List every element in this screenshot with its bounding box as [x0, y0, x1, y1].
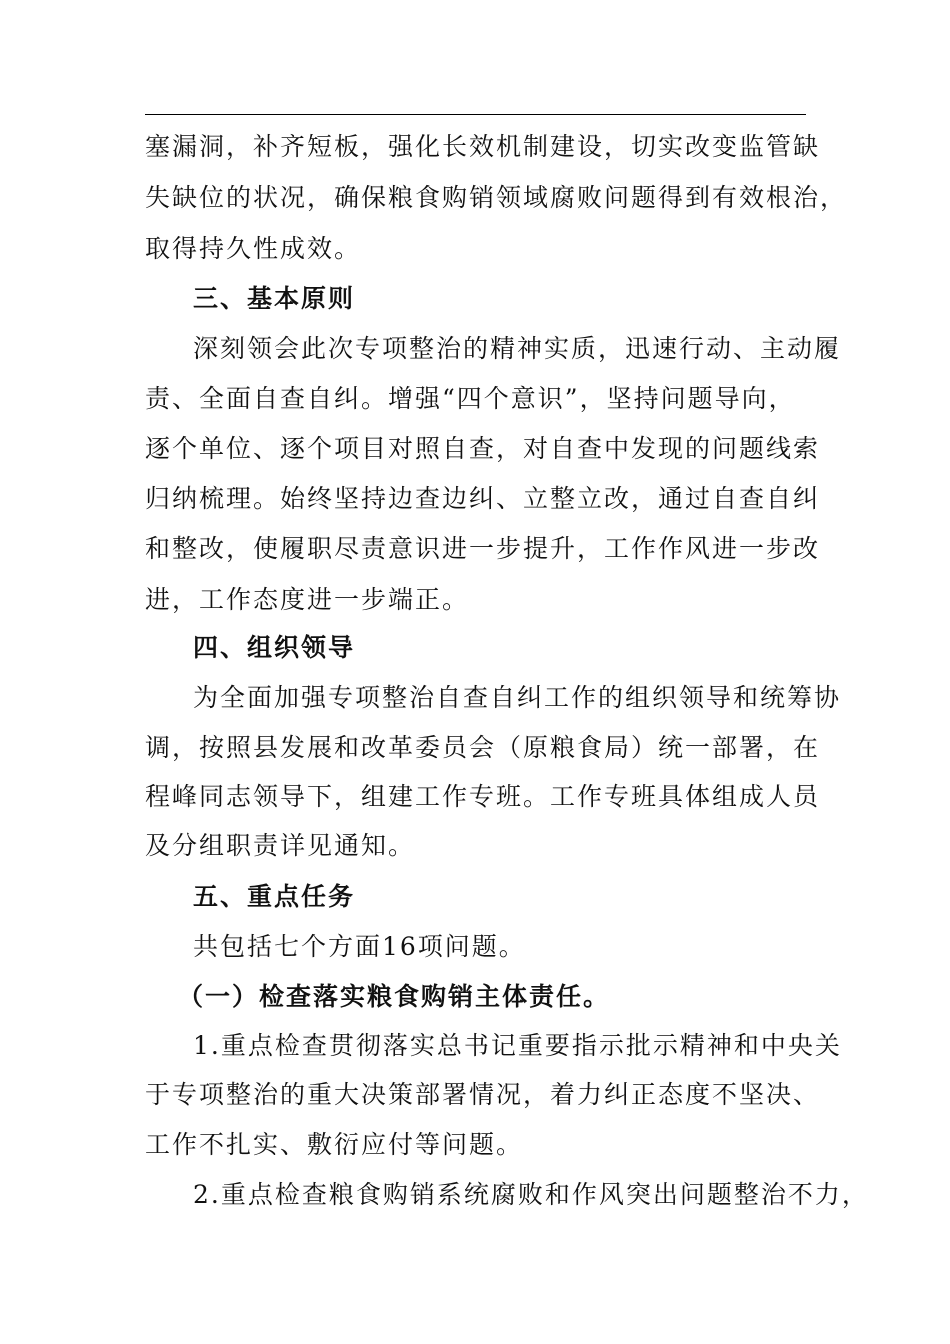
body-text-line: 塞漏洞，补齐短板，强化长效机制建设，切实改变监管缺	[145, 132, 821, 161]
body-text-line: 共包括七个方面16项问题。	[193, 932, 526, 961]
body-text-line: 1.重点检查贯彻落实总书记重要指示批示精神和中央关	[193, 1031, 842, 1060]
body-text-line: 及分组职责详见通知。	[145, 831, 416, 860]
body-text-line: 工作不扎实、敷衍应付等问题。	[145, 1130, 524, 1159]
section-heading: 五、重点任务	[193, 882, 356, 911]
body-text-line: 为全面加强专项整治自查自纠工作的组织领导和统筹协	[193, 683, 842, 712]
subsection-heading: （一）检查落实粮食购销主体责任。	[178, 982, 611, 1011]
body-text-line: 和整改，使履职尽责意识进一步提升，工作作风进一步改	[145, 534, 821, 563]
body-text-line: 进，工作态度进一步端正。	[145, 585, 470, 614]
body-text-line: 失缺位的状况，确保粮食购销领域腐败问题得到有效根治，	[145, 183, 848, 212]
body-text-line: 逐个单位、逐个项目对照自查，对自查中发现的问题线索	[145, 434, 821, 463]
body-text-line: 于专项整治的重大决策部署情况，着力纠正态度不坚决、	[145, 1080, 821, 1109]
section-heading: 三、基本原则	[193, 284, 356, 313]
body-text-line: 责、全面自查自纠。增强“四个意识”，坚持问题导向，	[145, 384, 796, 413]
section-heading: 四、组织领导	[193, 633, 356, 662]
header-rule	[145, 114, 806, 115]
body-text-line: 程峰同志领导下，组建工作专班。工作专班具体组成人员	[145, 782, 821, 811]
body-text-line: 调，按照县发展和改革委员会（原粮食局）统一部署，在	[145, 733, 821, 762]
body-text-line: 2.重点检查粮食购销系统腐败和作风突出问题整治不力，	[193, 1180, 869, 1209]
body-text-line: 归纳梳理。始终坚持边查边纠、立整立改，通过自查自纠	[145, 484, 821, 513]
body-text-line: 取得持久性成效。	[145, 234, 362, 263]
body-text-line: 深刻领会此次专项整治的精神实质，迅速行动、主动履	[193, 334, 842, 363]
